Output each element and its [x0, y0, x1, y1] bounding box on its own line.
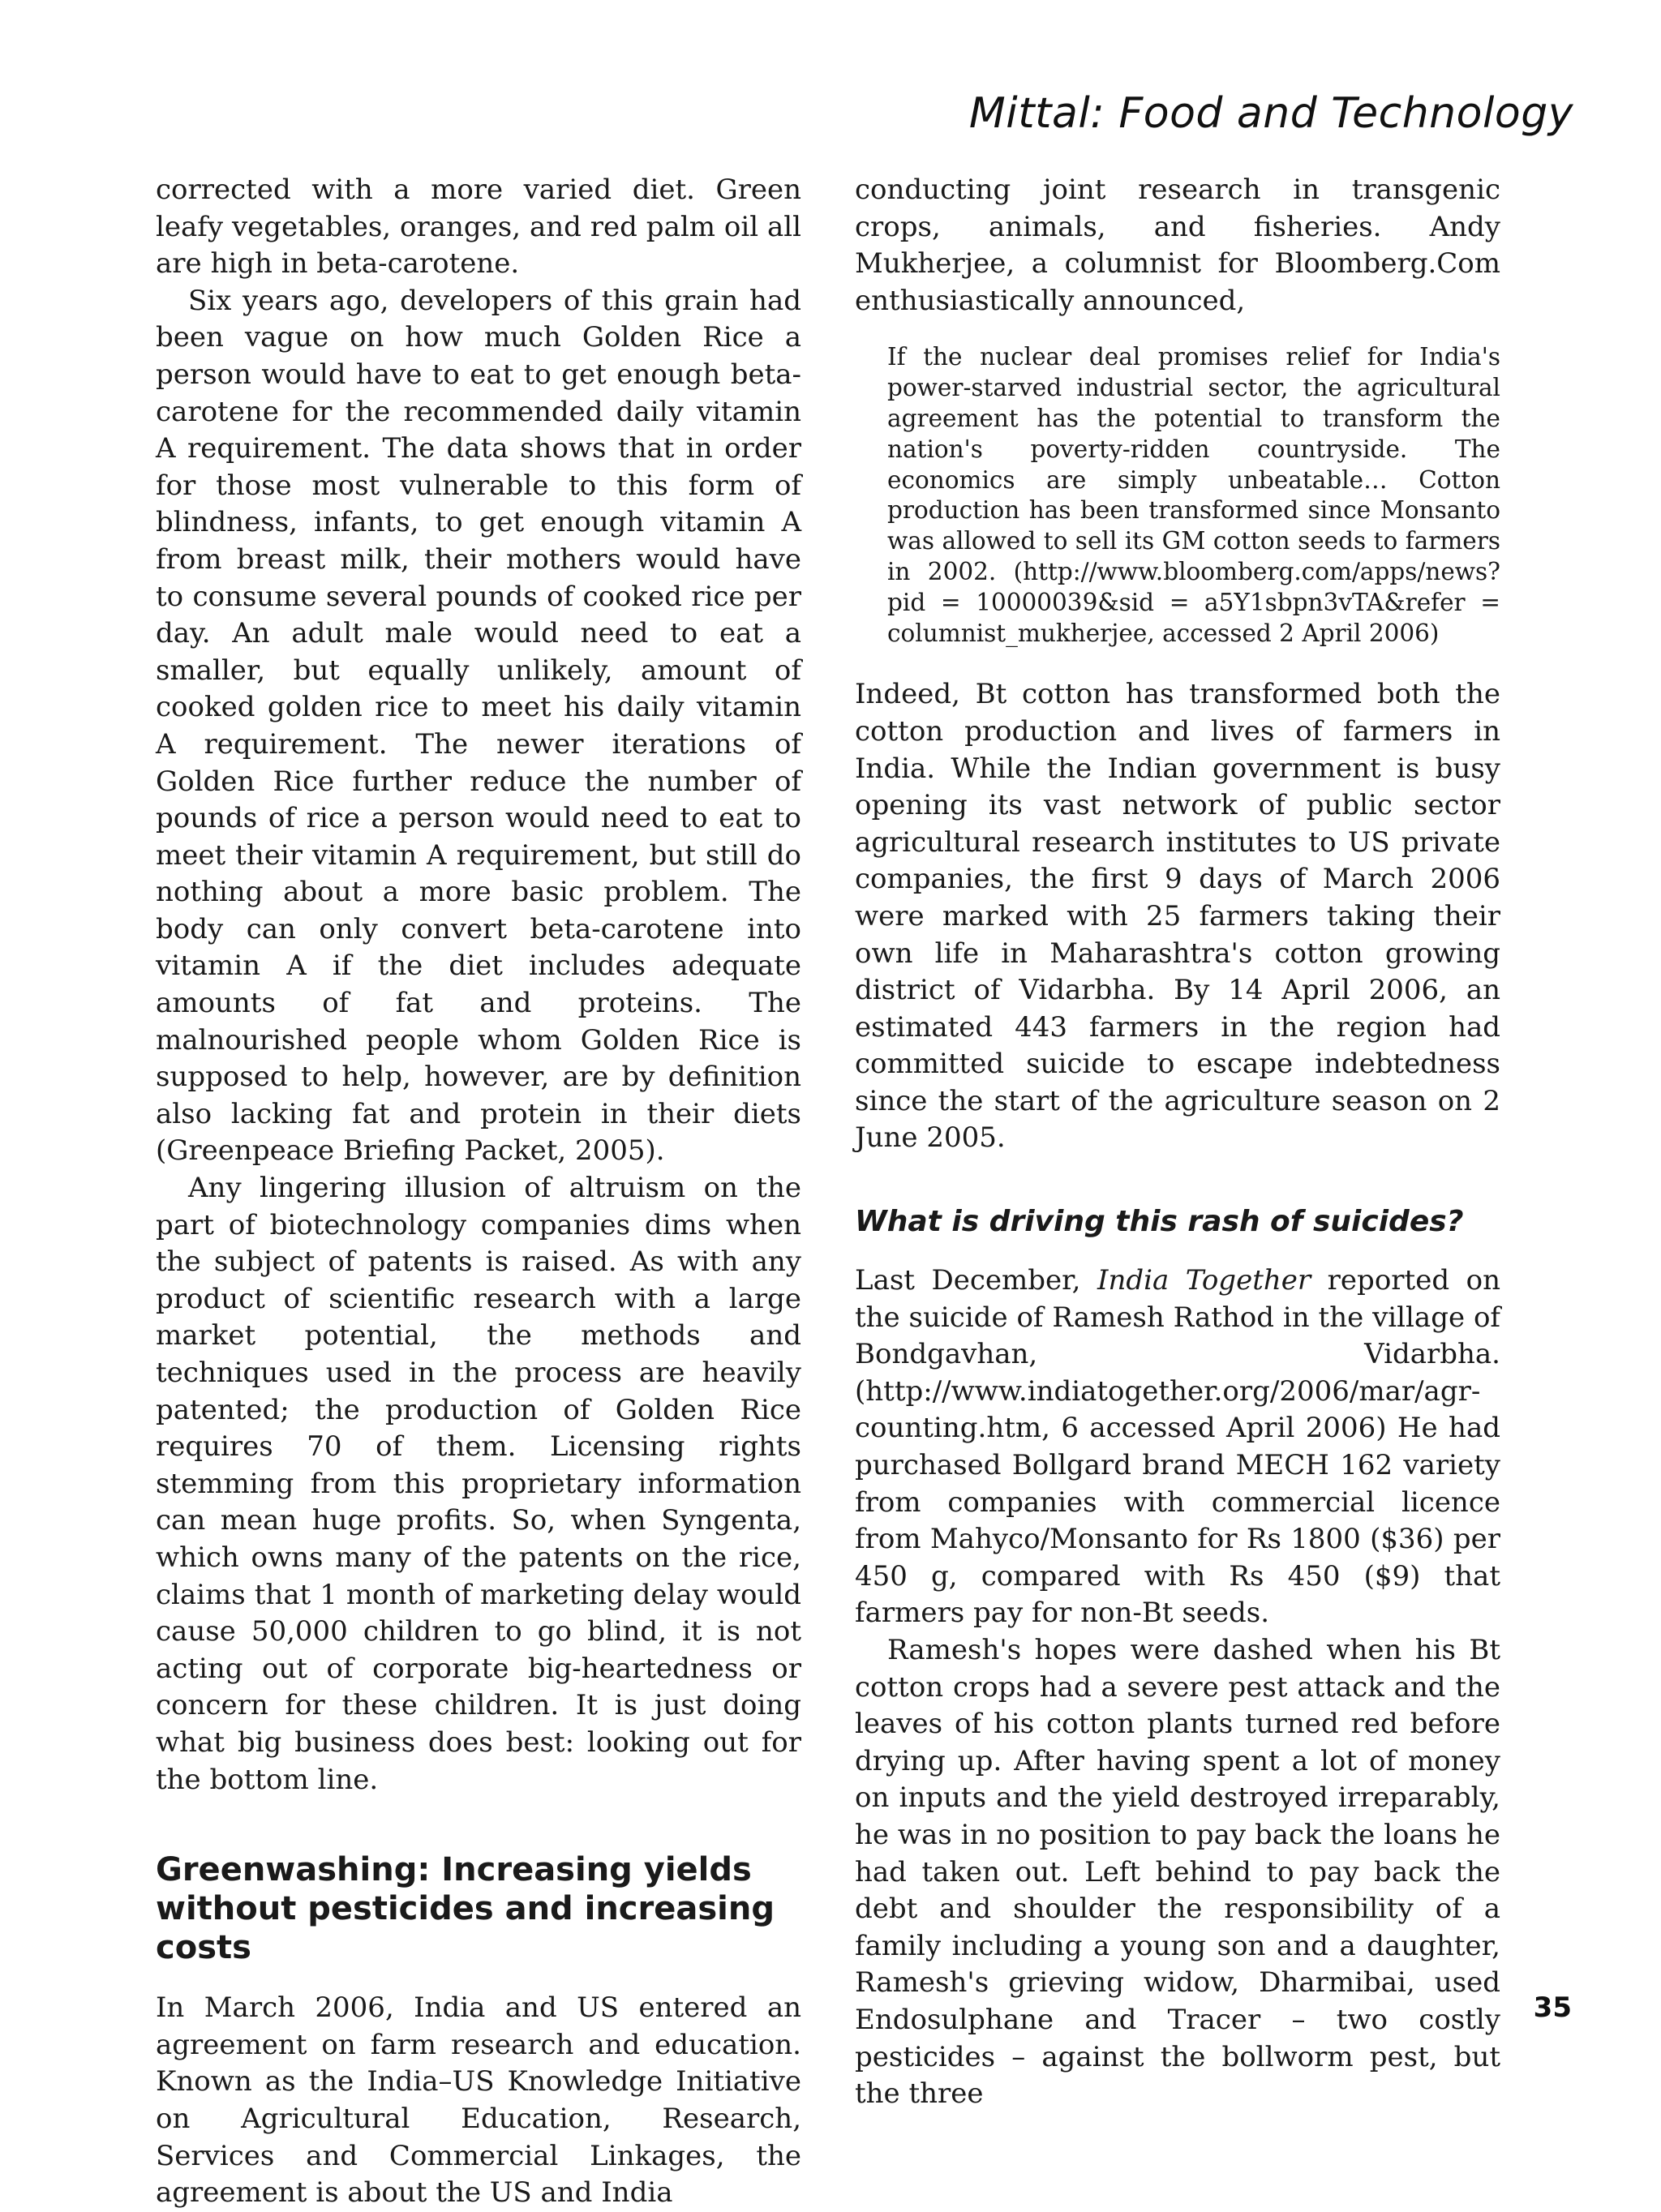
- page-number: 35: [1533, 1991, 1572, 2024]
- right-column: [855, 172, 1500, 2113]
- source-title: India Together: [1097, 1264, 1311, 1297]
- left-column: [156, 172, 801, 2212]
- paragraph: Any lingering illusion of altruism on the part of biotechnology companies dims when the subject of patents is raised. As with any product of scientific research with a large market potential, the methods and techniques used in the process are heavily patented; the production of Golden Rice requires 70 of them. Licensing rights stemming from this proprietary information can mean huge profits. So, when Syngenta, which owns many of the patents on the rice, claims that 1 month of marketing delay would cause 50,000 children to go blind, it is not acting out of corporate big-heartedness or concern for these children. It is just doing what big business does best: looking out for the bottom line.: [156, 1172, 801, 1796]
- section-heading: Greenwashing: Increasing yields without pesticides and increasing costs: [156, 1851, 775, 1967]
- block-quote: [887, 342, 1500, 649]
- paragraph: corrected with a more varied diet. Green leafy vegetables, oranges, and red palm oil all are high in beta-carotene.: [156, 174, 801, 281]
- paragraph-lead: Last December,: [855, 1264, 1098, 1297]
- paragraph: Six years ago, developers of this grain had been vague on how much Golden Rice a person would have to eat to get enough beta-carotene for the recommended daily vitamin A requirement. The data shows that in order for those most vulnerable to this form of blindness, infants, to get enough vitamin A from breast milk, their mothers would have to consume several pounds of cooked rice per day. An adult male would need to eat a smaller, but equally unlikely, amount of cooked golden rice to meet his daily vitamin A requirement. The newer iterations of Golden Rice further reduce the number of pounds of rice a person would need to eat to meet their vitamin A requirement, but still do nothing about a more basic problem. The body can only convert beta-carotene into vitamin A if the diet includes adequate amounts of fat and proteins. The malnourished people whom Golden Rice is supposed to help, however, are by definition also lacking fat and protein in their diets (Greenpeace Briefing Packet, 2005).: [156, 284, 801, 1168]
- paragraph: Ramesh's hopes were dashed when his Bt cotton crops had a severe pest attack and the leaves of his cotton plants turned red before drying up. After having spent a lot of money on inputs and the yield destroyed irreparably, he was in no position to pay back the loans he had taken out. Left behind to pay back the debt and shoulder the responsibility of a family including a young son and a daughter, Ramesh's grieving widow, Dharmibai, used Endosulphane and Tracer – two costly pesticides – against the bollworm pest, but the three: [855, 1634, 1500, 2111]
- paragraph-rest: reported on the suicide of Ramesh Rathod in the village of Bondgavhan, Vidarbha. (http://www.indiatogether.org/2006/mar/agr-counting.htm, 6 accessed April 2006) He had purchased Bollgard brand MECH 162 variety from companies with commercial licence from Mahyco/Monsanto for Rs 1800 ($36) per 450 g, compared with Rs 450 ($9) that farmers pay for non-Bt seeds.: [855, 1264, 1500, 1630]
- subheading: What is driving this rash of suicides?: [855, 1205, 1464, 1239]
- quote-text: If the nuclear deal promises relief for India's power-starved industrial sector, the agricultural agreement has the potential to transform the nation's poverty-ridden countryside. The economics are simply unbeatable… Cotton production has been transformed since Monsanto was allowed to sell its GM cotton seeds to farmers in 2002. (http://www.bloomberg.com/apps/news?pid = 10000039&sid = a5Y1sbpn3vTA&refer = columnist_mukherjee, accessed 2 April 2006): [887, 343, 1500, 647]
- paragraph: In March 2006, India and US entered an agreement on farm research and education. Known as the India–US Knowledge Initiative on Agricultural Education, Research, Services and Commercial Linkages, the agreement is about the US and India: [156, 1991, 801, 2210]
- paragraph: Indeed, Bt cotton has transformed both the cotton production and lives of farmers in India. While the Indian government is busy opening its vast network of public sector agricultural research institutes to US private companies, the first 9 days of March 2006 were marked with 25 farmers taking their own life in Maharashtra's cotton growing district of Vidarbha. By 14 April 2006, an estimated 443 farmers in the region had committed suicide to escape indebtedness since the start of the agriculture season on 2 June 2005.: [855, 678, 1500, 1155]
- running-head: Mittal: Food and Technology: [968, 89, 1573, 138]
- paragraph: [855, 1262, 1500, 1632]
- paragraph: conducting joint research in transgenic crops, animals, and fisheries. Andy Mukherjee, a columnist for Bloomberg.Com enthusiastically announced,: [855, 174, 1500, 317]
